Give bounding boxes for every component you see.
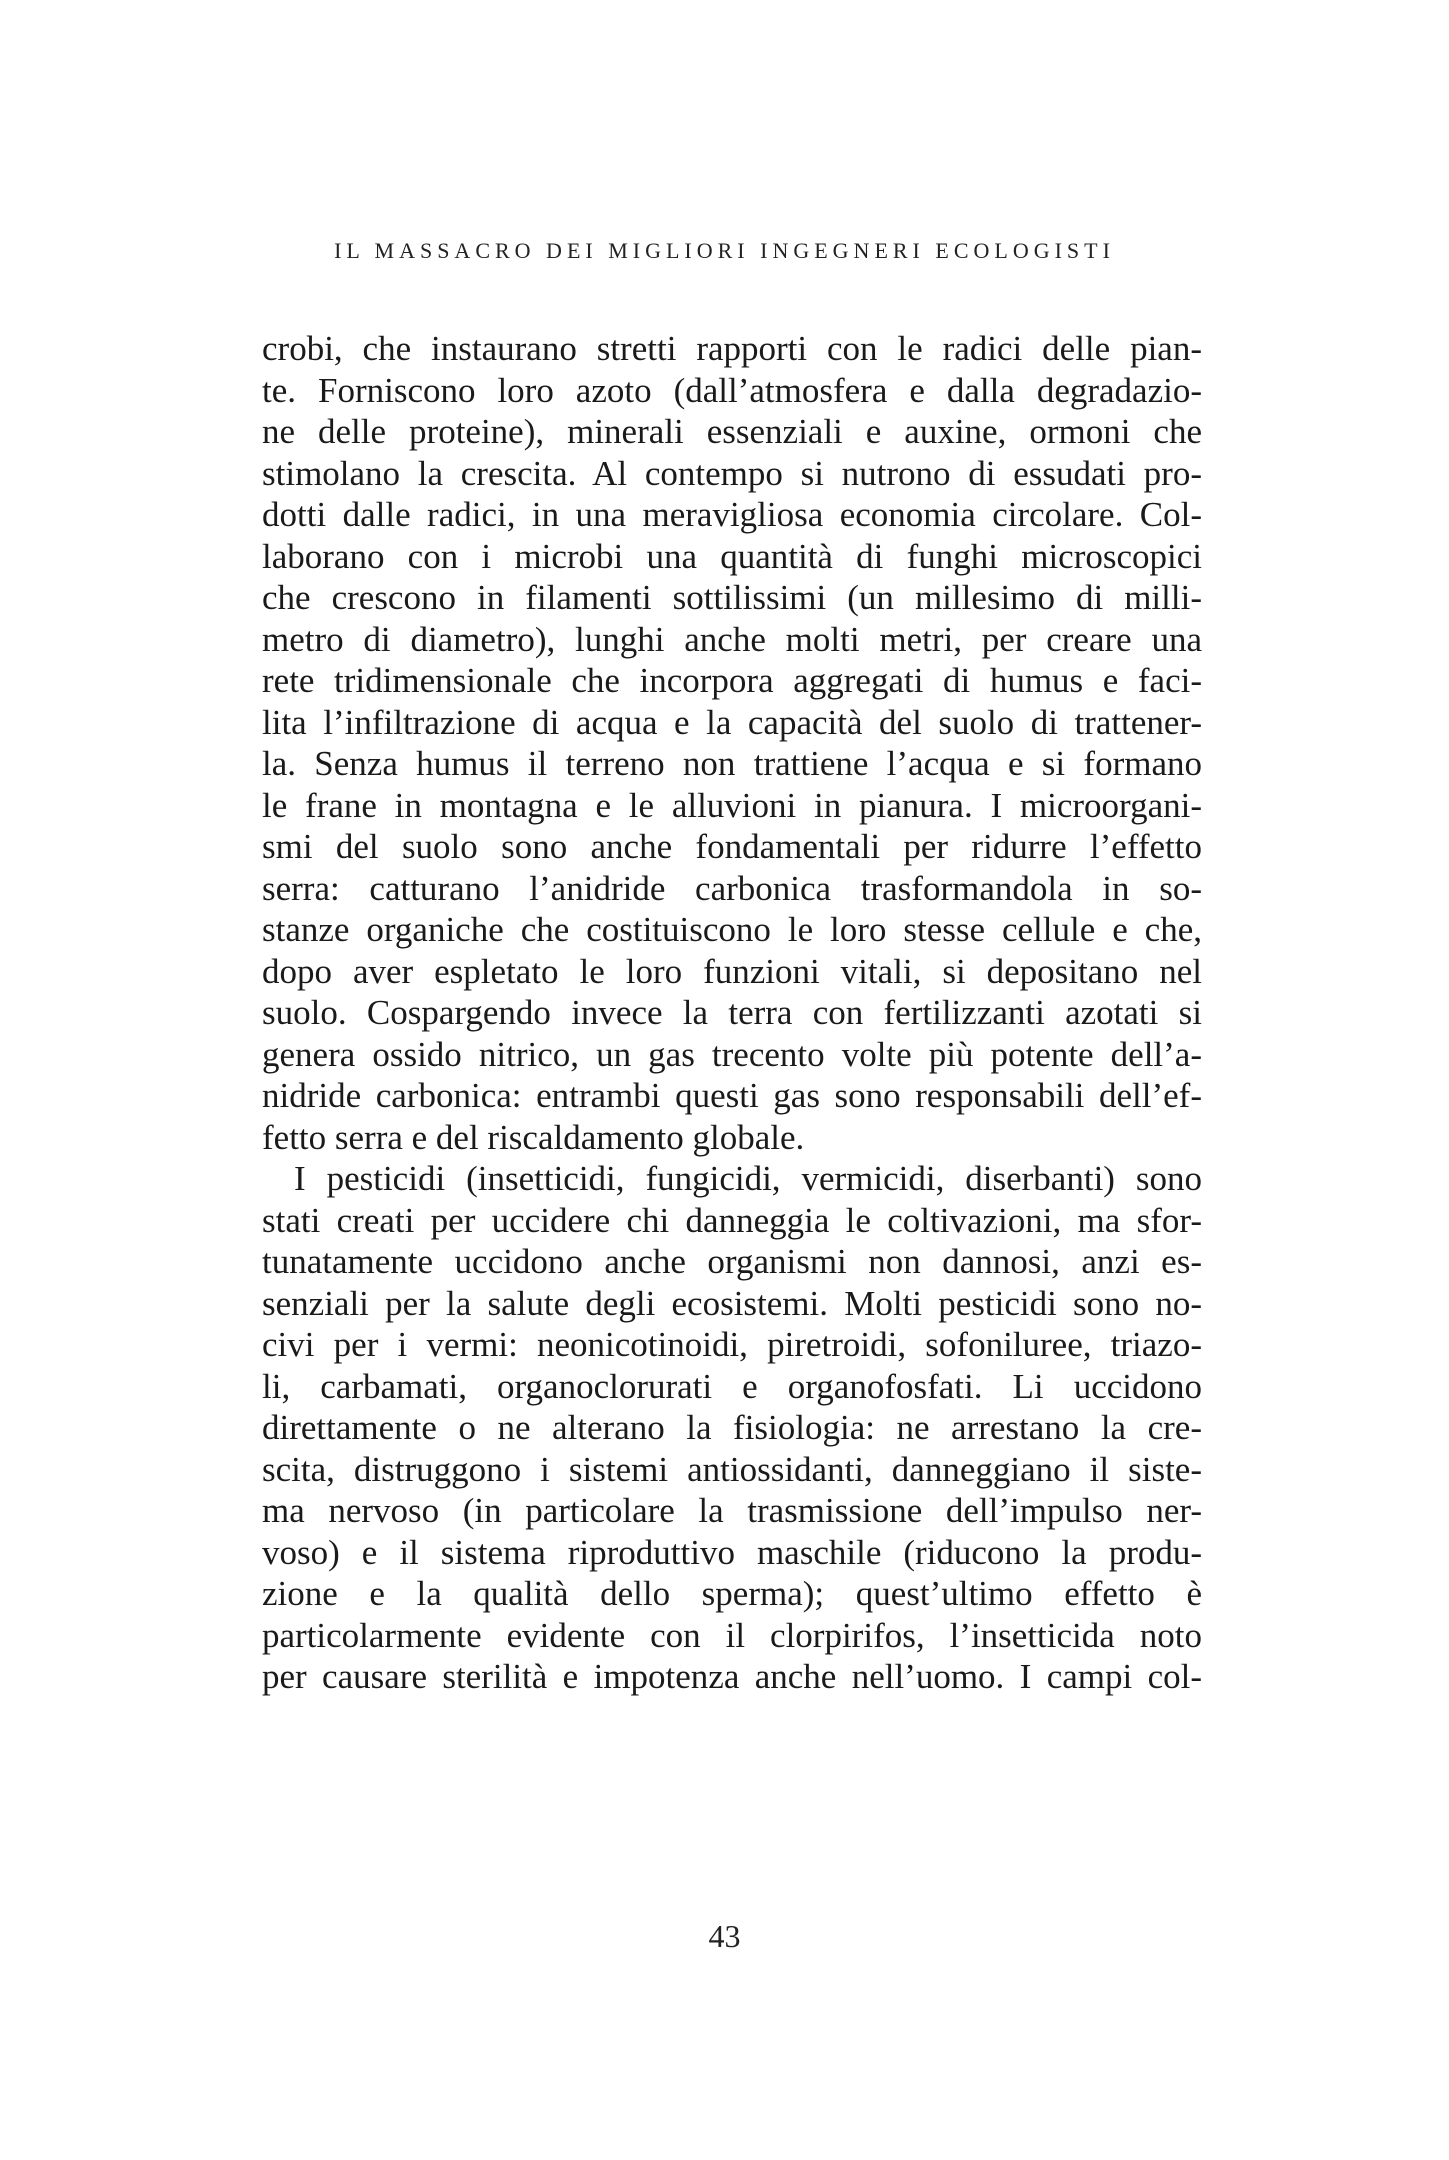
text-line: stati creati per uccidere chi danneggia le coltivazioni, ma sfor-	[262, 1200, 1202, 1240]
text-line: te. Forniscono loro azoto (dall’atmosfera e dalla degradazio-	[262, 370, 1202, 410]
text-line: civi per i vermi: neonicotinoidi, piretroidi, sofoniluree, triazo-	[262, 1325, 1202, 1364]
text-line: crobi, che instaurano stretti rapporti con le radici delle pian-	[262, 329, 1202, 368]
text-line: stanze organiche che costituiscono le loro stesse cellule e che,	[262, 910, 1202, 949]
text-line: rete tridimensionale che incorpora aggregati di humus e faci-	[262, 661, 1202, 700]
text-line: fetto serra e del riscaldamento globale.	[262, 1117, 805, 1157]
text-line: dotti dalle radici, in una meravigliosa economia circolare. Col-	[262, 495, 1202, 534]
text-line: zione e la qualità dello sperma); quest’ultimo effetto è	[262, 1574, 1202, 1613]
text-line: nidride carbonica: entrambi questi gas sono responsabili dell’ef-	[262, 1076, 1202, 1115]
text-line: particolarmente evidente con il clorpirifos, l’insetticida noto	[262, 1615, 1202, 1655]
text-line: I pesticidi (insetticidi, fungicidi, vermicidi, diserbanti) sono	[294, 1159, 1202, 1198]
text-line: le frane in montagna e le alluvioni in pianura. I microorgani-	[262, 785, 1202, 825]
text-line: che crescono in filamenti sottilissimi (un millesimo di milli-	[262, 578, 1202, 617]
text-line: metro di diametro), lunghi anche molti metri, per creare una	[262, 619, 1202, 659]
text-line: tunatamente uccidono anche organismi non dannosi, anzi es-	[262, 1242, 1202, 1281]
text-line: stimolano la crescita. Al contempo si nutrono di essudati pro-	[262, 453, 1202, 493]
text-line: senziali per la salute degli ecosistemi. Molti pesticidi sono no-	[262, 1283, 1202, 1323]
page-number: 43	[708, 1918, 741, 1954]
text-line: la. Senza humus il terreno non trattiene l’acqua e si formano	[262, 744, 1202, 783]
text-line: serra: catturano l’anidride carbonica trasformandola in so-	[262, 868, 1202, 908]
text-line: dopo aver espletato le loro funzioni vitali, si depositano nel	[262, 951, 1202, 991]
text-line: per causare sterilità e impotenza anche nell’uomo. I campi col-	[262, 1657, 1202, 1696]
text-line: lita l’infiltrazione di acqua e la capacità del suolo di trattener-	[262, 702, 1202, 742]
body-text	[262, 328, 1202, 1698]
text-line: ma nervoso (in particolare la trasmissione dell’impulso ner-	[262, 1491, 1202, 1530]
text-line: direttamente o ne alterano la fisiologia: ne arrestano la cre-	[262, 1408, 1202, 1447]
text-line: voso) e il sistema riproduttivo maschile (riducono la produ-	[262, 1532, 1202, 1572]
text-line: ne delle proteine), minerali essenziali e auxine, ormoni che	[262, 412, 1202, 451]
text-line: li, carbamati, organoclorurati e organofosfati. Li uccidono	[262, 1366, 1202, 1406]
running-head: IL MASSACRO DEI MIGLIORI INGEGNERI ECOLOGISTI	[334, 238, 1115, 263]
text-line: suolo. Cospargendo invece la terra con fertilizzanti azotati si	[262, 993, 1202, 1032]
text-line: laborano con i microbi una quantità di funghi microscopici	[262, 536, 1202, 576]
text-line: scita, distruggono i sistemi antiossidanti, danneggiano il siste-	[262, 1449, 1202, 1489]
text-line: smi del suolo sono anche fondamentali per ridurre l’effetto	[262, 827, 1202, 866]
text-line: genera ossido nitrico, un gas trecento volte più potente dell’a-	[262, 1034, 1202, 1074]
